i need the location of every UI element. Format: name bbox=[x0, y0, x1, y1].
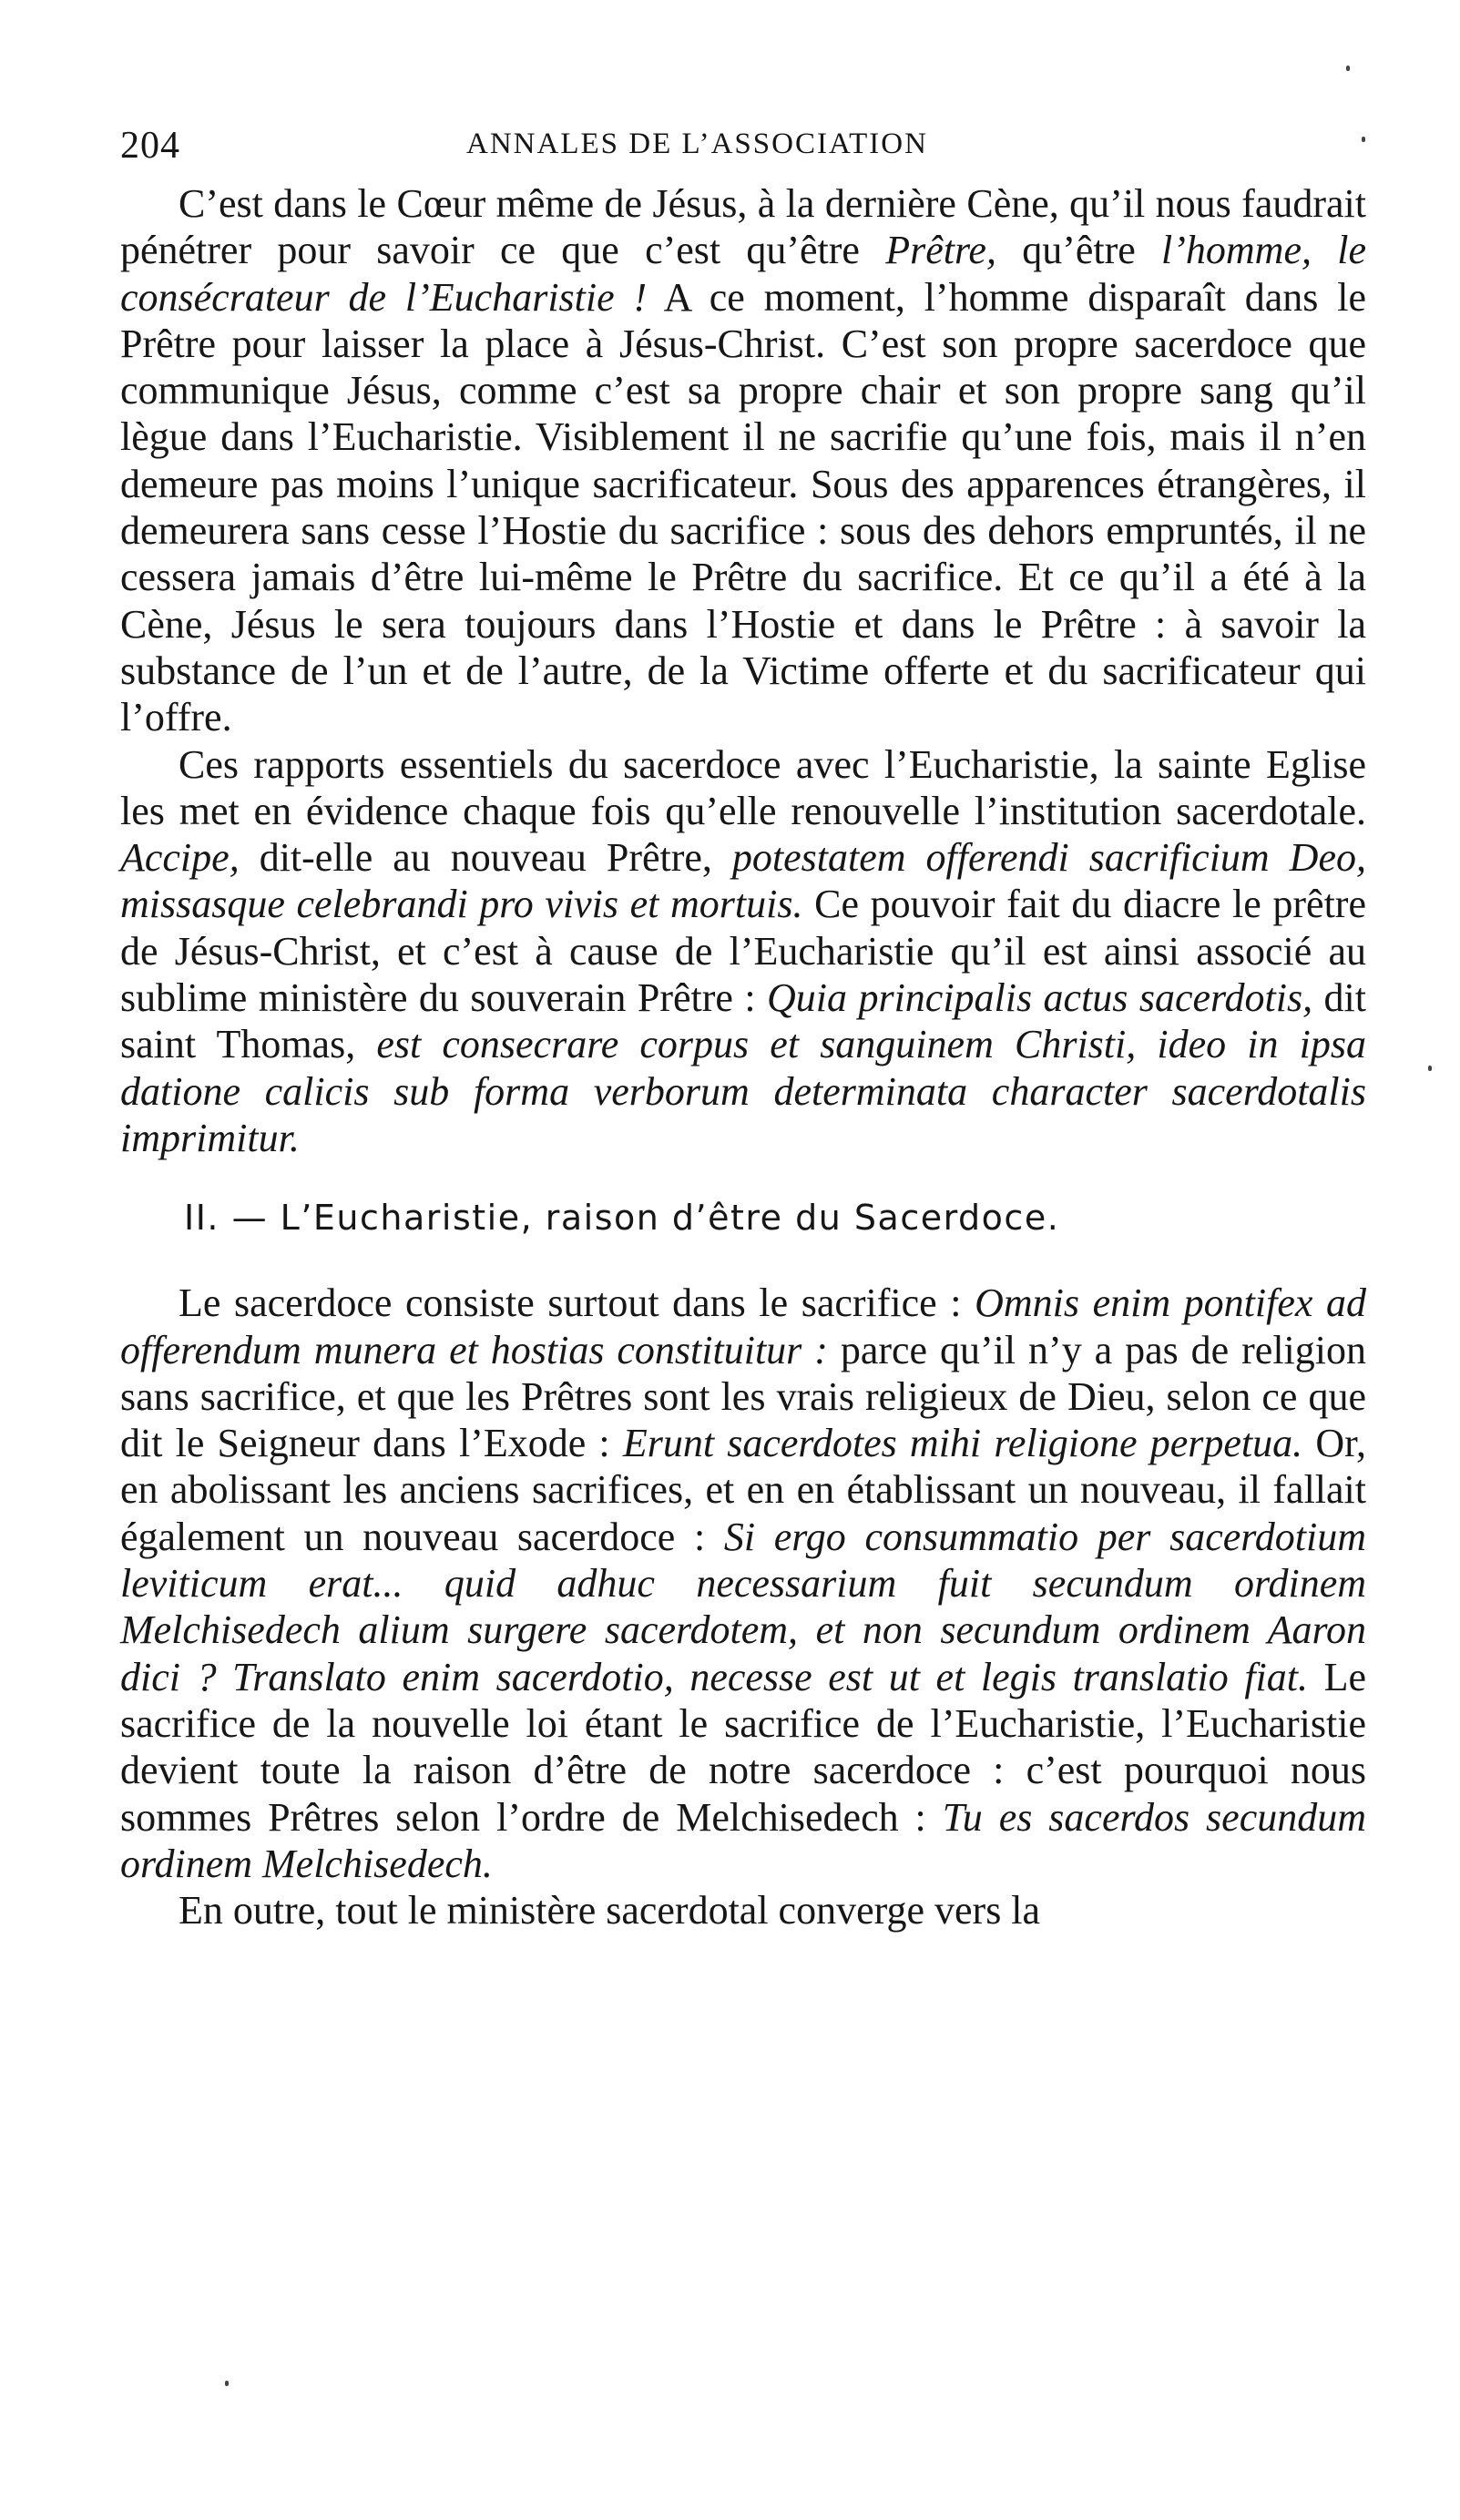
paragraph-3-italic-2: Erunt sacerdotes mihi religione perpetua. bbox=[622, 1421, 1303, 1466]
paragraph-2-text-2: dit-elle au nouveau Prêtre, bbox=[239, 835, 732, 881]
running-title: ANNALES DE L’ASSOCIATION bbox=[466, 128, 928, 160]
scan-speck bbox=[1428, 1066, 1432, 1071]
paragraph-3 bbox=[120, 1280, 1366, 1887]
scan-speck bbox=[225, 2381, 229, 2386]
book-page bbox=[120, 124, 1366, 1933]
paragraph-2-text-3: Ce pouvoir fait du diacre le prêtre de Jésus-Christ, et c’est à cause de l’Eucharistie qu’il est ainsi associé au sublime ministère du souverain Prêtre : bbox=[120, 882, 1366, 1021]
paragraph-2-italic-1: Accipe, bbox=[120, 835, 240, 881]
paragraph-1-text-1: C’est dans le Cœur même de Jésus, à la dernière Cène, qu’il nous faudrait pénétrer pour savoir ce que c’est qu’être bbox=[120, 181, 1366, 273]
running-head bbox=[120, 124, 1366, 180]
section-heading: II. — L’Eucharistie, raison d’être du Sacerdoce. bbox=[184, 1198, 1060, 1239]
paragraph-2-text-4: dit saint Thomas, bbox=[120, 975, 1367, 1067]
paragraph-1 bbox=[120, 180, 1366, 741]
paragraph-3-italic-4: Tu es sacerdos secundum ordinem Melchisedech. bbox=[120, 1794, 1367, 1886]
paragraph-4 bbox=[120, 1887, 1366, 1933]
paragraph-2-italic-2: potestatem offerendi sacrificium Deo, missasque celebrandi pro vivis et mortuis. bbox=[120, 835, 1366, 927]
paragraph-1-text-3: A ce moment, l’homme disparaît dans le Prêtre pour laisser la place à Jésus-Christ. C’est son propre sacerdoce que communique Jésus, comme c’est sa propre chair et son propre sang qu’il lègue dans l’Eucharistie. Visiblement il ne sacrifie qu’une fois, mais il n’en demeure pas moins l’unique sacrificateur. Sous des apparences étrangères, il demeurera sans cesse l’Hostie du sacrifice : sous des dehors empruntés, il ne cessera jamais d’être lui-même le Prêtre du sacrifice. Et ce qu’il a été à la Cène, Jésus le sera toujours dans l’Hostie et dans le Prêtre : à savoir la substance de l’un et de l’autre, de la Victime offerte et du sacrificateur qui l’offre. bbox=[120, 274, 1367, 740]
paragraph-3-text-1: Le sacerdoce consiste surtout dans le sacrifice : bbox=[179, 1280, 975, 1326]
scan-speck bbox=[1362, 137, 1365, 142]
paragraph-2-text-1: Ces rapports essentiels du sacerdoce avec l’Eucharistie, la sainte Eglise les met en évidence chaque fois qu’elle renouvelle l’institution sacerdotale. bbox=[120, 741, 1366, 833]
paragraph-3-text-2: parce qu’il n’y a pas de religion sans sacrifice, et que les Prêtres sont les vrais religieux de Dieu, selon ce que dit le Seigneur dans l’Exode : bbox=[120, 1327, 1367, 1466]
paragraph-3-text-4: Le sacrifice de la nouvelle loi étant le sacrifice de l’Eucharistie, l’Eucharistie devient toute la raison d’être de notre sacerdoce : c’est pourquoi nous sommes Prêtres selon l’ordre de Melchisedech : bbox=[120, 1654, 1366, 1840]
paragraph-1-italic-1: Prêtre, bbox=[885, 228, 996, 273]
page-number: 204 bbox=[120, 125, 180, 167]
paragraph-3-italic-1: Omnis enim pontifex ad offerendum munera et hostias constituitur : bbox=[120, 1280, 1366, 1372]
paragraph-1-text-2: qu’être bbox=[995, 228, 1162, 273]
paragraph-3-italic-3: Si ergo consummatio per sacerdotium leviticum erat... quid adhuc necessarium fuit secundum ordinem Melchisedech alium surgere sacerdotem, et non secundum ordinem Aaron dici ? Translato enim sacerdotio, necesse est ut et legis translatio fiat. bbox=[120, 1514, 1366, 1699]
paragraph-2 bbox=[120, 741, 1366, 1162]
paragraph-3-text-3: Or, en abolissant les anciens sacrifices, et en en établissant un nouveau, il fallait également un nouveau sacerdoce : bbox=[120, 1421, 1366, 1559]
paragraph-4-text-1: En outre, tout le ministère sacerdotal converge vers la bbox=[179, 1888, 1041, 1933]
paragraph-2-italic-4: est consecrare corpus et sanguinem Christi, ideo in ipsa datione calicis sub forma verborum determinata character sacerdotalis imprimitur. bbox=[120, 1022, 1367, 1160]
paragraph-1-italic-2: l’homme, le consécrateur de l’Eucharistie ! bbox=[120, 228, 1366, 320]
scan-speck bbox=[1346, 66, 1350, 71]
paragraph-2-italic-3: Quia principalis actus sacerdotis, bbox=[767, 975, 1313, 1021]
